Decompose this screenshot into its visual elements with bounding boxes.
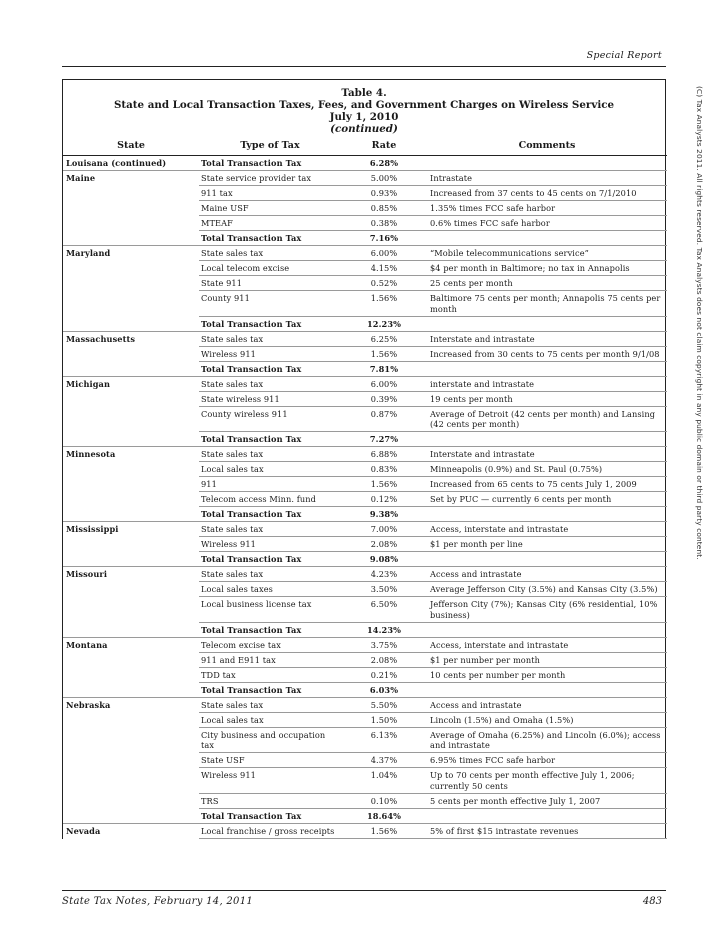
table-row bbox=[63, 697, 667, 712]
comments-cell: $4 per month in Baltimore; no tax in Annapolis bbox=[427, 261, 667, 276]
state-cell bbox=[63, 361, 199, 376]
table-row bbox=[63, 447, 667, 462]
rate-cell: 6.28% bbox=[341, 156, 427, 171]
rate-cell: 3.50% bbox=[341, 582, 427, 597]
state-cell bbox=[63, 186, 199, 201]
table-row bbox=[63, 276, 667, 291]
state-cell bbox=[63, 261, 199, 276]
rate-cell: 2.08% bbox=[341, 537, 427, 552]
rate-cell: 6.03% bbox=[341, 682, 427, 697]
rate-cell: 9.08% bbox=[341, 552, 427, 567]
comments-cell bbox=[427, 622, 667, 637]
tax-type-cell: Total Transaction Tax bbox=[199, 156, 341, 171]
comments-cell: Access, interstate and intrastate bbox=[427, 522, 667, 537]
comments-cell bbox=[427, 361, 667, 376]
rate-cell: 0.87% bbox=[341, 406, 427, 432]
tax-type-cell: Total Transaction Tax bbox=[199, 507, 341, 522]
table-row bbox=[63, 316, 667, 331]
rate-cell: 7.81% bbox=[341, 361, 427, 376]
comments-cell: interstate and intrastate bbox=[427, 376, 667, 391]
table-caption bbox=[63, 80, 665, 137]
tax-type-cell: County 911 bbox=[199, 291, 341, 317]
state-cell bbox=[63, 682, 199, 697]
comments-cell bbox=[427, 432, 667, 447]
comments-cell: Increased from 37 cents to 45 cents on 7/1/2010 bbox=[427, 186, 667, 201]
tax-type-cell: Local sales tax bbox=[199, 462, 341, 477]
table-row bbox=[63, 622, 667, 637]
table-row bbox=[63, 406, 667, 432]
comments-cell: Access, interstate and intrastate bbox=[427, 637, 667, 652]
rate-cell: 14.23% bbox=[341, 622, 427, 637]
table-row bbox=[63, 216, 667, 231]
rate-cell: 0.10% bbox=[341, 793, 427, 808]
comments-cell: Intrastate bbox=[427, 171, 667, 186]
comments-cell bbox=[427, 808, 667, 823]
table-row bbox=[63, 171, 667, 186]
column-header-type: Type of Tax bbox=[199, 137, 341, 156]
tax-type-cell: Total Transaction Tax bbox=[199, 622, 341, 637]
tax-type-cell: State sales tax bbox=[199, 447, 341, 462]
table-row bbox=[63, 346, 667, 361]
table-row bbox=[63, 768, 667, 794]
rate-cell: 18.64% bbox=[341, 808, 427, 823]
rate-cell: 6.00% bbox=[341, 246, 427, 261]
table-date: July 1, 2010 bbox=[329, 111, 399, 123]
comments-cell: Interstate and intrastate bbox=[427, 331, 667, 346]
state-cell bbox=[63, 808, 199, 823]
comments-cell: Access and intrastate bbox=[427, 697, 667, 712]
tax-type-cell: Maine USF bbox=[199, 201, 341, 216]
comments-cell: $1 per month per line bbox=[427, 537, 667, 552]
rate-cell: 7.16% bbox=[341, 231, 427, 246]
table-row bbox=[63, 522, 667, 537]
table-row bbox=[63, 391, 667, 406]
rate-cell: 6.25% bbox=[341, 331, 427, 346]
table-row bbox=[63, 753, 667, 768]
tax-type-cell: Wireless 911 bbox=[199, 537, 341, 552]
rate-cell: 5.50% bbox=[341, 697, 427, 712]
comments-cell: Lincoln (1.5%) and Omaha (1.5%) bbox=[427, 712, 667, 727]
comments-cell: Average Jefferson City (3.5%) and Kansas City (3.5%) bbox=[427, 582, 667, 597]
rate-cell: 1.56% bbox=[341, 477, 427, 492]
tax-type-cell: State sales tax bbox=[199, 567, 341, 582]
rate-cell: 4.23% bbox=[341, 567, 427, 582]
state-cell bbox=[63, 316, 199, 331]
rate-cell: 0.93% bbox=[341, 186, 427, 201]
state-cell: Mississippi bbox=[63, 522, 199, 537]
rate-cell: 6.13% bbox=[341, 727, 427, 753]
state-cell bbox=[63, 667, 199, 682]
tax-type-cell: State service provider tax bbox=[199, 171, 341, 186]
tax-type-cell: Telecom access Minn. fund bbox=[199, 492, 341, 507]
table-row bbox=[63, 552, 667, 567]
table-row bbox=[63, 361, 667, 376]
state-cell bbox=[63, 552, 199, 567]
state-cell: Michigan bbox=[63, 376, 199, 391]
state-cell: Nebraska bbox=[63, 697, 199, 712]
tax-type-cell: State USF bbox=[199, 753, 341, 768]
rate-cell: 6.88% bbox=[341, 447, 427, 462]
rate-cell: 1.56% bbox=[341, 346, 427, 361]
table-row bbox=[63, 808, 667, 823]
table-row bbox=[63, 507, 667, 522]
tax-type-cell: 911 and E911 tax bbox=[199, 652, 341, 667]
state-cell bbox=[63, 346, 199, 361]
state-cell bbox=[63, 276, 199, 291]
tax-type-cell: Total Transaction Tax bbox=[199, 682, 341, 697]
tax-type-cell: Total Transaction Tax bbox=[199, 231, 341, 246]
tax-type-cell: State sales tax bbox=[199, 331, 341, 346]
comments-cell bbox=[427, 682, 667, 697]
comments-cell: Average of Detroit (42 cents per month) and Lansing (42 cents per month) bbox=[427, 406, 667, 432]
table-row bbox=[63, 567, 667, 582]
tax-type-cell: City business and occupation tax bbox=[199, 727, 341, 753]
state-cell: Montana bbox=[63, 637, 199, 652]
state-cell bbox=[63, 391, 199, 406]
column-header-state: State bbox=[63, 137, 199, 156]
comments-cell: Increased from 65 cents to 75 cents July 1, 2009 bbox=[427, 477, 667, 492]
tax-type-cell: Local telecom excise bbox=[199, 261, 341, 276]
state-cell: Maryland bbox=[63, 246, 199, 261]
state-cell bbox=[63, 492, 199, 507]
table-row bbox=[63, 597, 667, 623]
state-cell bbox=[63, 582, 199, 597]
rate-cell: 2.08% bbox=[341, 652, 427, 667]
comments-cell: 5 cents per month effective July 1, 2007 bbox=[427, 793, 667, 808]
state-cell: Massachusetts bbox=[63, 331, 199, 346]
tax-table-box bbox=[62, 79, 666, 839]
table-row bbox=[63, 261, 667, 276]
rate-cell: 0.38% bbox=[341, 216, 427, 231]
table-row bbox=[63, 712, 667, 727]
comments-cell: 25 cents per month bbox=[427, 276, 667, 291]
state-cell bbox=[63, 291, 199, 317]
state-cell bbox=[63, 622, 199, 637]
table-body bbox=[63, 156, 667, 839]
state-cell bbox=[63, 507, 199, 522]
table-row bbox=[63, 432, 667, 447]
comments-cell: 19 cents per month bbox=[427, 391, 667, 406]
comments-cell bbox=[427, 316, 667, 331]
tax-table bbox=[63, 137, 667, 839]
table-header-row bbox=[63, 137, 667, 156]
table-row bbox=[63, 231, 667, 246]
table-row bbox=[63, 682, 667, 697]
footer-rule bbox=[62, 890, 666, 891]
comments-cell bbox=[427, 231, 667, 246]
table-row bbox=[63, 652, 667, 667]
rate-cell: 0.39% bbox=[341, 391, 427, 406]
rate-cell: 4.37% bbox=[341, 753, 427, 768]
comments-cell: Average of Omaha (6.25%) and Lincoln (6.0%); access and intrastate bbox=[427, 727, 667, 753]
state-cell bbox=[63, 231, 199, 246]
tax-type-cell: State 911 bbox=[199, 276, 341, 291]
rate-cell: 12.23% bbox=[341, 316, 427, 331]
state-cell bbox=[63, 652, 199, 667]
tax-type-cell: Wireless 911 bbox=[199, 768, 341, 794]
comments-cell bbox=[427, 507, 667, 522]
table-row bbox=[63, 291, 667, 317]
table-title: Table 4. bbox=[341, 87, 387, 99]
table-row bbox=[63, 582, 667, 597]
tax-type-cell: Local franchise / gross receipts bbox=[199, 823, 341, 838]
rate-cell: 0.21% bbox=[341, 667, 427, 682]
rate-cell: 6.00% bbox=[341, 376, 427, 391]
tax-type-cell: Local sales taxes bbox=[199, 582, 341, 597]
rate-cell: 1.56% bbox=[341, 823, 427, 838]
state-cell bbox=[63, 477, 199, 492]
rate-cell: 6.50% bbox=[341, 597, 427, 623]
rate-cell: 3.75% bbox=[341, 637, 427, 652]
table-row bbox=[63, 186, 667, 201]
state-cell bbox=[63, 597, 199, 623]
state-cell bbox=[63, 793, 199, 808]
comments-cell: Baltimore 75 cents per month; Annapolis 75 cents per month bbox=[427, 291, 667, 317]
comments-cell bbox=[427, 552, 667, 567]
table-row bbox=[63, 462, 667, 477]
rate-cell: 1.50% bbox=[341, 712, 427, 727]
tax-type-cell: 911 bbox=[199, 477, 341, 492]
tax-type-cell: Local business license tax bbox=[199, 597, 341, 623]
state-cell bbox=[63, 462, 199, 477]
table-row bbox=[63, 376, 667, 391]
comments-cell: 0.6% times FCC safe harbor bbox=[427, 216, 667, 231]
tax-type-cell: Total Transaction Tax bbox=[199, 316, 341, 331]
comments-cell bbox=[427, 156, 667, 171]
comments-cell: Set by PUC — currently 6 cents per month bbox=[427, 492, 667, 507]
table-row bbox=[63, 727, 667, 753]
tax-type-cell: Telecom excise tax bbox=[199, 637, 341, 652]
rate-cell: 4.15% bbox=[341, 261, 427, 276]
table-row bbox=[63, 156, 667, 171]
state-cell: Missouri bbox=[63, 567, 199, 582]
rate-cell: 1.04% bbox=[341, 768, 427, 794]
column-header-rate: Rate bbox=[341, 137, 427, 156]
state-cell: Nevada bbox=[63, 823, 199, 838]
state-cell bbox=[63, 727, 199, 753]
rate-cell: 7.27% bbox=[341, 432, 427, 447]
comments-cell: 10 cents per number per month bbox=[427, 667, 667, 682]
tax-type-cell: TRS bbox=[199, 793, 341, 808]
comments-cell: Increased from 30 cents to 75 cents per month 9/1/08 bbox=[427, 346, 667, 361]
table-continued: (continued) bbox=[330, 123, 398, 135]
comments-cell: Jefferson City (7%); Kansas City (6% residential, 10% business) bbox=[427, 597, 667, 623]
state-cell bbox=[63, 216, 199, 231]
state-cell bbox=[63, 768, 199, 794]
state-cell bbox=[63, 406, 199, 432]
tax-type-cell: Wireless 911 bbox=[199, 346, 341, 361]
comments-cell: Up to 70 cents per month effective July 1, 2006; currently 50 cents bbox=[427, 768, 667, 794]
page-number: 483 bbox=[642, 896, 662, 907]
tax-type-cell: State sales tax bbox=[199, 246, 341, 261]
rate-cell: 9.38% bbox=[341, 507, 427, 522]
tax-type-cell: State sales tax bbox=[199, 376, 341, 391]
state-cell bbox=[63, 712, 199, 727]
rate-cell: 0.12% bbox=[341, 492, 427, 507]
state-cell: Minnesota bbox=[63, 447, 199, 462]
rate-cell: 1.56% bbox=[341, 291, 427, 317]
table-row bbox=[63, 477, 667, 492]
table-row bbox=[63, 823, 667, 838]
table-row bbox=[63, 492, 667, 507]
table-row bbox=[63, 246, 667, 261]
comments-cell: $1 per number per month bbox=[427, 652, 667, 667]
comments-cell: Minneapolis (0.9%) and St. Paul (0.75%) bbox=[427, 462, 667, 477]
comments-cell: Interstate and intrastate bbox=[427, 447, 667, 462]
state-cell bbox=[63, 432, 199, 447]
rate-cell: 0.52% bbox=[341, 276, 427, 291]
rate-cell: 7.00% bbox=[341, 522, 427, 537]
comments-cell: 5% of first $15 intrastate revenues bbox=[427, 823, 667, 838]
tax-type-cell: Total Transaction Tax bbox=[199, 432, 341, 447]
column-header-comments: Comments bbox=[427, 137, 667, 156]
rate-cell: 0.85% bbox=[341, 201, 427, 216]
table-subtitle: State and Local Transaction Taxes, Fees, and Government Charges on Wireless Service bbox=[113, 99, 615, 111]
table-row bbox=[63, 331, 667, 346]
table-row bbox=[63, 793, 667, 808]
tax-type-cell: State wireless 911 bbox=[199, 391, 341, 406]
tax-type-cell: State sales tax bbox=[199, 522, 341, 537]
footer-publication: State Tax Notes, February 14, 2011 bbox=[62, 896, 254, 907]
state-cell bbox=[63, 537, 199, 552]
state-cell bbox=[63, 201, 199, 216]
tax-type-cell: County wireless 911 bbox=[199, 406, 341, 432]
tax-type-cell: Total Transaction Tax bbox=[199, 361, 341, 376]
tax-type-cell: Total Transaction Tax bbox=[199, 808, 341, 823]
tax-type-cell: State sales tax bbox=[199, 697, 341, 712]
table-row bbox=[63, 537, 667, 552]
header-rule bbox=[62, 66, 666, 67]
comments-cell: Access and intrastate bbox=[427, 567, 667, 582]
table-row bbox=[63, 667, 667, 682]
tax-type-cell: MTEAF bbox=[199, 216, 341, 231]
running-head: Special Report bbox=[586, 50, 662, 61]
table-row bbox=[63, 637, 667, 652]
tax-type-cell: Total Transaction Tax bbox=[199, 552, 341, 567]
comments-cell: “Mobile telecommunications service” bbox=[427, 246, 667, 261]
tax-type-cell: TDD tax bbox=[199, 667, 341, 682]
tax-type-cell: 911 tax bbox=[199, 186, 341, 201]
state-cell: Louisana (continued) bbox=[66, 158, 167, 168]
rate-cell: 0.83% bbox=[341, 462, 427, 477]
state-cell bbox=[63, 753, 199, 768]
comments-cell: 1.35% times FCC safe harbor bbox=[427, 201, 667, 216]
tax-type-cell: Local sales tax bbox=[199, 712, 341, 727]
table-row bbox=[63, 201, 667, 216]
state-cell: Maine bbox=[63, 171, 199, 186]
comments-cell: 6.95% times FCC safe harbor bbox=[427, 753, 667, 768]
copyright-notice: (C) Tax Analysts 2011. All rights reserved. Tax Analysts does not claim copyright in any public domain or third party content. bbox=[695, 86, 704, 560]
rate-cell: 5.00% bbox=[341, 171, 427, 186]
